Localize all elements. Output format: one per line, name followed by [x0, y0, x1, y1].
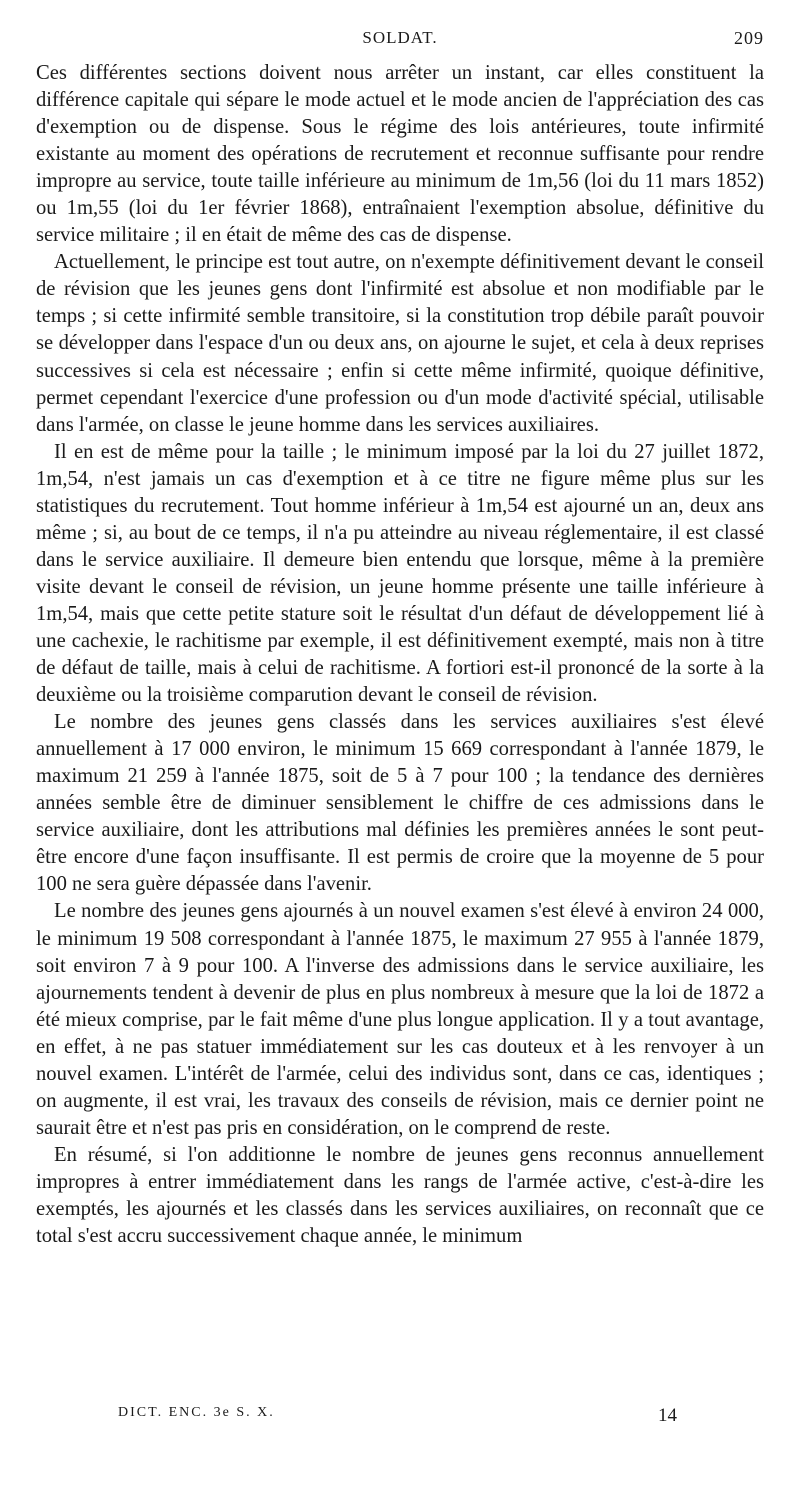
paragraph: Le nombre des jeunes gens classés dans les services auxiliaires s'est élevé annuellement à 17 000 environ, le minimum 15 669 correspondant à l'année 1879, le maximum 21 259 à l'année 1875, soit de 5 à 7 pour 100 ; la tendance des dernières années semble être de diminuer sensiblement le chiffre de ces admissions dans le service auxiliaire, dont les attributions mal définies les premières années le sont peut-être encore d'une façon insuffisante. Il est permis de croire que la moyenne de 5 pour 100 ne sera guère dépassée dans l'avenir.: [36, 711, 764, 896]
page-number: 209: [734, 28, 764, 48]
page-footer: [36, 1405, 764, 1429]
paragraph: Le nombre des jeunes gens ajournés à un nouvel examen s'est élevé à environ 24 000, le minimum 19 508 correspondant à l'année 1875, le maximum 27 955 à l'année 1879, soit environ 7 à 9 pour 100. A l'inverse des admissions dans le service auxiliaire, les ajournements tendent à devenir de plus en plus nombreux à mesure que la loi de 1872 a été mieux comprise, par le fait même d'une plus longue application. Il y a tout avantage, en effet, à ne pas statuer immédiatement sur les cas douteux et à les renvoyer à un nouvel examen. L'intérêt de l'armée, celui des individus sont, dans ce cas, identiques ; on augmente, il est vrai, les travaux des conseils de révision, mais ce dernier point ne saurait être et n'est pas pris en considération, on le comprend de reste.: [36, 900, 764, 1139]
paragraph: Actuellement, le principe est tout autre, on n'exempte définitivement devant le conseil de révision que les jeunes gens dont l'infirmité est absolue et non modifiable par le temps ; si cette infirmité semble transitoire, si la constitution trop débile paraît pouvoir se développer dans l'espace d'un ou deux ans, on ajourne le sujet, et cela à deux reprises successives si cela est nécessaire ; enfin si cette même infirmité, quoique définitive, permet cependant l'exercice d'une profession ou d'un mode d'activité spécial, utilisable dans l'armée, on classe le jeune homme dans les services auxiliaires.: [36, 251, 764, 436]
paragraph: Il en est de même pour la taille ; le minimum imposé par la loi du 27 juillet 1872, 1m,54, n'est jamais un cas d'exemption et à ce titre ne figure même plus sur les statistiques du recrutement. Tout homme inférieur à 1m,54 est ajourné un an, deux ans même ; si, au bout de ce temps, il n'a pu atteindre au niveau réglementaire, il est classé dans le service auxiliaire. Il demeure bien entendu que lorsque, même à la première visite devant le conseil de révision, un jeune homme présente une taille inférieure à 1m,54, mais que cette petite stature soit le résultat d'un défaut de développement lié à une cachexie, le rachitisme par exemple, il est définitivement exempté, mais non à titre de défaut de taille, mais à celui de rachitisme. A fortiori est-il prononcé de la sorte à la deuxième ou la troisième comparution devant le conseil de révision.: [36, 440, 764, 707]
paragraph: En résumé, si l'on additionne le nombre de jeunes gens reconnus annuellement impropres à entrer immédiatement dans les rangs de l'armée active, c'est-à-dire les exemptés, les ajournés et les classés dans les services auxiliaires, on reconnaît que ce total s'est accru successivement chaque année, le minimum: [36, 1143, 764, 1248]
document-page: [36, 28, 764, 1250]
signature-mark: DICT. ENC. 3e S. X.: [118, 1405, 275, 1420]
sheet-number: 14: [658, 1405, 677, 1426]
body-text: [36, 60, 764, 1250]
running-title: SOLDAT.: [362, 28, 438, 47]
running-head: [36, 28, 764, 54]
paragraph: Ces différentes sections doivent nous arrêter un instant, car elles constituent la différence capitale qui sépare le mode actuel et le mode ancien de l'appréciation des cas d'exemption ou de dispense. Sous le régime des lois antérieures, toute infirmité existante au moment des opérations de recrutement et reconnue suffisante pour rendre impropre au service, toute taille inférieure au minimum de 1m,56 (loi du 11 mars 1852) ou 1m,55 (loi du 1er février 1868), entraînaient l'exemption absolue, définitive du service militaire ; il en était de même des cas de dispense.: [36, 62, 764, 247]
